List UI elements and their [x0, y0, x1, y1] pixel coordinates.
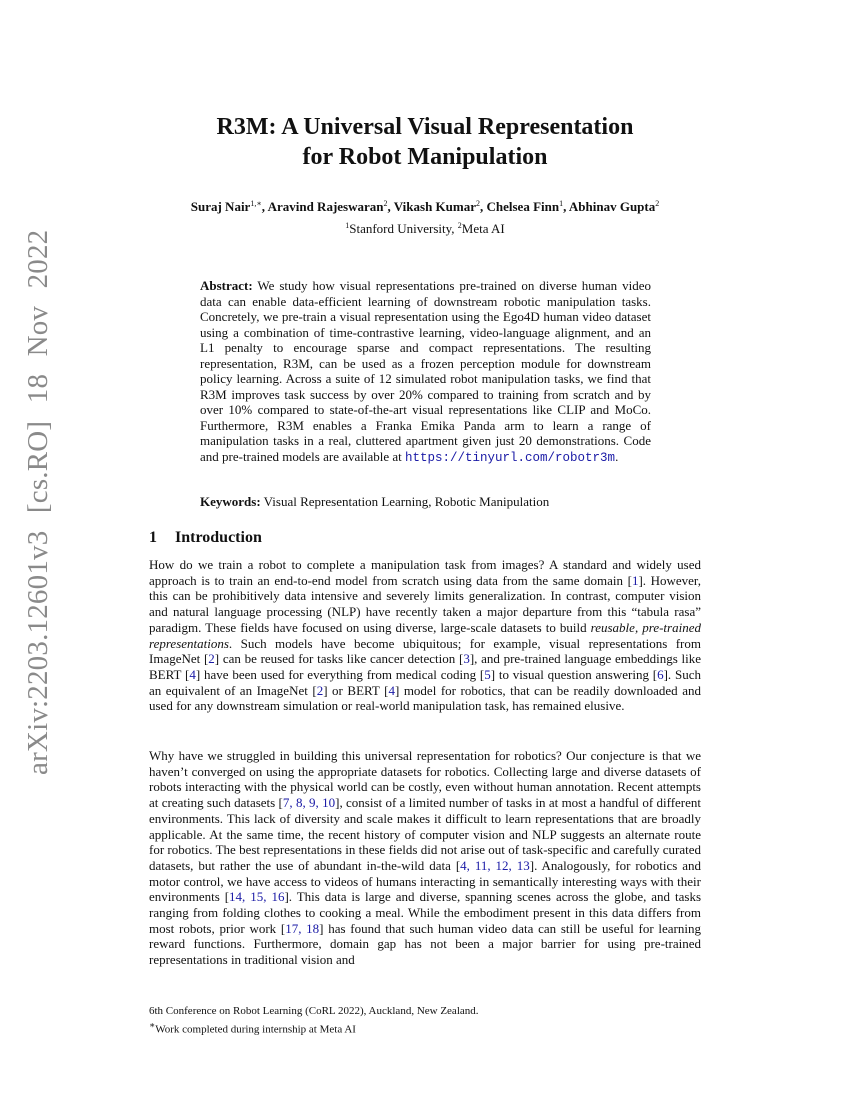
emphasis-text: reusable, pre-trained representations: [149, 619, 701, 651]
keywords-text: Visual Representation Learning, Robotic Manipulation: [260, 494, 550, 509]
citation-link[interactable]: 4: [189, 666, 196, 682]
text-run: ], consist of a limited number of tasks in at most a handful of different environments. This lack of diversity and scale makes it difficult to learn representations that are broadly applicable. At the same time, the recent history of computer vision and NLP suggests an alternate route for robotics. The best representations in these fields did not arise out of task-specific and carefully curated datasets, but rather the use of abundant in-the-wild data [: [149, 795, 702, 873]
section-title: Introduction: [175, 529, 262, 546]
text-run: How do we train a robot to complete a manipulation task from images? A standard and widely used approach is to train an end-to-end model from scratch using data from the same domain [: [149, 557, 701, 588]
author-name: Chelsea Finn: [486, 199, 560, 214]
text-run: ] or BERT [: [323, 682, 389, 698]
footnotes: [149, 1004, 479, 1037]
title-line-2: for Robot Manipulation: [302, 144, 548, 170]
text-run: ] have been used for everything from medical coding [: [195, 666, 485, 682]
author-name: Suraj Nair: [190, 199, 251, 214]
text-run: ]. This data is large and diverse, spanning scenes across the globe, and tasks ranging from folding clothes to cooking a meal. While the embodiment present in this data differs from most robots, prior work [: [149, 889, 702, 936]
citation-link[interactable]: 17, 18: [285, 920, 320, 936]
citation-link[interactable]: 4, 11, 12, 13: [460, 857, 530, 873]
citation-link[interactable]: 2: [208, 651, 215, 667]
text-run: ] to visual question answering [: [490, 666, 658, 682]
citation-link[interactable]: 4: [388, 682, 395, 698]
text-run: ] model for robotics, that can be readily downloaded and used for any downstream simulation or real-world manipulation task, has remained elusive.: [149, 682, 701, 714]
author-affil-sup: 1,∗: [250, 199, 262, 208]
title-line-1: R3M: A Universal Visual Representation: [216, 114, 634, 140]
citation-link[interactable]: 5: [484, 666, 491, 682]
text-run: ], and pre-trained language embeddings like BERT [: [149, 651, 701, 682]
author-affil-sup: 2: [655, 199, 660, 208]
text-run: ] has found that such human video data can still be useful for learning reward functions. Furthermore, domain gap has not been a major barrier for using pre-trained representations in traditional vision and: [149, 920, 701, 968]
author-affil-sup: 2: [383, 199, 388, 208]
intro-paragraph-1: [149, 557, 701, 714]
footnote-text: Work completed during internship at Meta AI: [155, 1023, 356, 1036]
author-name: Abhinav Gupta: [568, 199, 656, 214]
citation-link[interactable]: 14, 15, 16: [229, 889, 285, 905]
text-run: ]. Such an equivalent of an ImageNet [: [149, 666, 701, 698]
affiliation-sup: 1: [345, 221, 350, 230]
affiliation-name: Stanford University: [349, 221, 452, 236]
abstract-label: Abstract:: [200, 278, 253, 293]
citation-link[interactable]: 7, 8, 9, 10: [282, 795, 336, 811]
internship-footnote: [149, 1018, 479, 1037]
affiliations: $^1$Stanford University, $^2$Meta AI: [345, 221, 505, 236]
paper-title: [0, 112, 850, 172]
intro-paragraph-2: [149, 748, 701, 968]
arxiv-identifier-stamp[interactable]: arXiv:2203.12601v3 [cs.RO] 18 Nov 2022: [22, 229, 54, 775]
author-name: Aravind Rajeswaran: [267, 199, 384, 214]
author-list: Suraj Nair$^{1,∗}$, Aravind Rajeswaran$^2$, Vikash Kumar$^2$, Chelsea Finn$^1$, Abhinav Gupta$^2$: [190, 199, 660, 214]
abstract-end-punct: .: [615, 448, 619, 464]
section-heading-introduction: [149, 528, 262, 548]
abstract-text: We study how visual representations pre-trained on diverse human video data can enable data-efficient learning of downstream robotic manipulation tasks. Concretely, we pre-train a visual representation using the Ego4D human video dataset using a combination of time-contrastive learning, video-language alignment, and an L1 penalty to encourage sparse and compact representations. The resulting representation, R3M, can be used as a frozen perception module for downstream policy learning. Across a suite of 12 simulated robot manipulation tasks, we find that R3M improves task success by over 20% compared to training from scratch and by over 10% compared to state-of-the-art visual representations like CLIP and MoCo. Furthermore, R3M enables a Franka Emika Panda arm to learn a range of manipulation tasks in a real, cluttered apartment given just 20 demonstrations. Code and pre-trained models are available at: [200, 278, 651, 464]
text-run: . Such models have become ubiquitous; for example, visual representations from ImageNet [: [149, 635, 701, 667]
section-number: 1: [149, 529, 157, 546]
author-affil-sup: 1: [559, 199, 564, 208]
author-name: Vikash Kumar: [393, 199, 476, 214]
citation-link[interactable]: 1: [631, 572, 639, 588]
affiliation-sup: 2: [457, 221, 462, 230]
citation-link[interactable]: 6: [657, 666, 664, 682]
text-run: ]. However, this can be prohibitively data intensive and severely limits generalization. In contrast, computer vision and natural language processing (NLP) have recently taken a major departure from this “tabula rasa” paradigm. These fields have focused on using diverse, large-scale datasets to build: [149, 572, 701, 635]
footnote-marker: ∗: [149, 1020, 156, 1030]
author-affil-sup: 2: [476, 199, 480, 208]
keywords-label: Keywords:: [200, 494, 261, 509]
citation-link[interactable]: 3: [463, 651, 470, 667]
abstract: [200, 278, 651, 466]
keywords: [200, 494, 660, 510]
text-run: ]. Analogously, for robotics and motor control, we have access to videos of humans interacting in semantically interesting ways with their environments [: [149, 857, 701, 905]
code-link[interactable]: https://tinyurl.com/robotr3m: [405, 450, 616, 465]
affiliation-name: Meta AI: [461, 221, 505, 236]
venue-footnote: 6th Conference on Robot Learning (CoRL 2022), Auckland, New Zealand.: [149, 1005, 479, 1017]
text-run: Why have we struggled in building this universal representation for robotics? Our conjecture is that we haven’t converged on using the appropriate datasets for robotics. Collecting large and diverse datasets of robots interacting with the physical world can be costly, even without human annotation. Recent attempts at creating such datasets [: [149, 748, 701, 811]
citation-link[interactable]: 2: [316, 682, 324, 698]
text-run: ] can be reused for tasks like cancer detection [: [214, 651, 464, 667]
